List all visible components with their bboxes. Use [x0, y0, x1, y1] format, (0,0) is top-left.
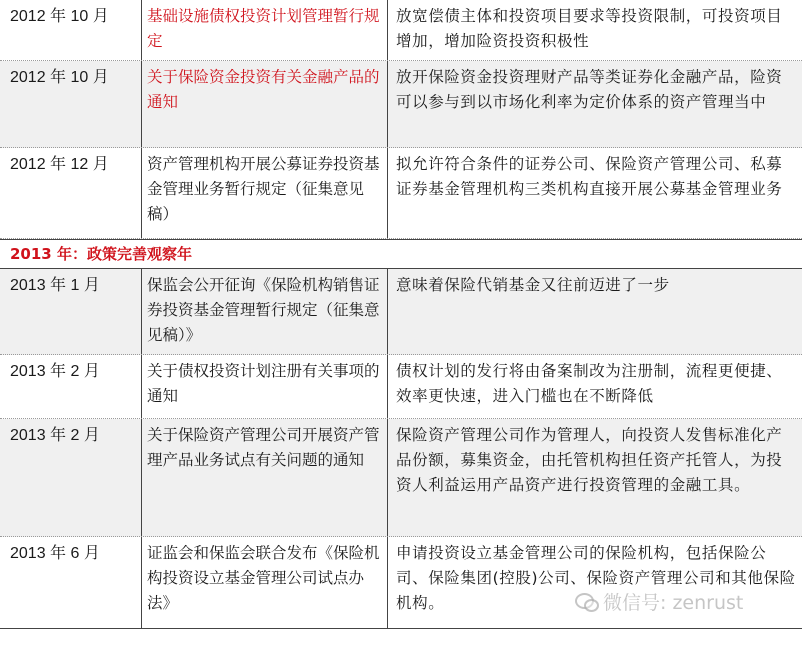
policy-name-cell: 保监会公开征询《保险机构销售证券投资基金管理暂行规定（征集意见稿）》	[141, 269, 388, 354]
table-row	[0, 148, 802, 239]
policy-name-cell: 关于债权投资计划注册有关事项的通知	[141, 355, 388, 418]
description-cell: 申请投资设立基金管理公司的保险机构，包括保险公司、保险集团(控股)公司、保险资产管理公司和其他保险机构。	[396, 544, 796, 612]
date-cell: 2012 年 10 月	[10, 8, 109, 25]
description-cell: 放开保险资金投资理财产品等类证券化金融产品，险资可以参与到以市场化利率为定价体系的资产管理当中	[396, 68, 783, 111]
table-row	[0, 537, 802, 629]
policy-name-cell: 基础设施债权投资计划管理暂行规定	[141, 0, 388, 60]
watermark-text: 微信号: zenrust	[603, 592, 744, 614]
date-cell: 2012 年 12 月	[10, 156, 109, 173]
description-cell: 意味着保险代销基金又往前迈进了一步	[396, 276, 670, 294]
description-cell: 拟允许符合条件的证券公司、保险资产管理公司、私募证券基金管理机构三类机构直接开展公募基金管理业务	[396, 155, 783, 198]
date-cell: 2012 年 10 月	[10, 69, 109, 86]
table-row	[0, 419, 802, 537]
date-cell: 2013 年 1 月	[10, 277, 100, 294]
section-header	[0, 239, 802, 269]
policy-name-cell: 证监会和保监会联合发布《保险机构投资设立基金管理公司试点办法》	[141, 537, 388, 628]
table-row	[0, 269, 802, 355]
section-title: 2013 年：政策完善观察年	[10, 245, 192, 263]
date-cell: 2013 年 6 月	[10, 545, 100, 562]
description-cell: 保险资产管理公司作为管理人，向投资人发售标准化产品份额，募集资金，由托管机构担任资产托管人，为投资人利益运用产品资产进行投资管理的金融工具。	[396, 426, 783, 494]
policy-name-cell: 资产管理机构开展公募证券投资基金管理业务暂行规定（征集意见稿）	[141, 148, 388, 238]
policy-name-cell: 关于保险资产管理公司开展资产管理产品业务试点有关问题的通知	[141, 419, 388, 536]
description-cell: 放宽偿债主体和投资项目要求等投资限制，可投资项目增加，增加险资投资积极性	[396, 7, 783, 50]
policy-name-cell: 关于保险资金投资有关金融产品的通知	[141, 61, 388, 147]
description-cell: 债权计划的发行将由备案制改为注册制，流程更便捷、效率更快速，进入门槛也在不断降低	[396, 362, 783, 405]
date-cell: 2013 年 2 月	[10, 427, 100, 444]
date-cell: 2013 年 2 月	[10, 363, 100, 380]
table-row	[0, 355, 802, 419]
table-row	[0, 0, 802, 61]
table-row	[0, 61, 802, 148]
